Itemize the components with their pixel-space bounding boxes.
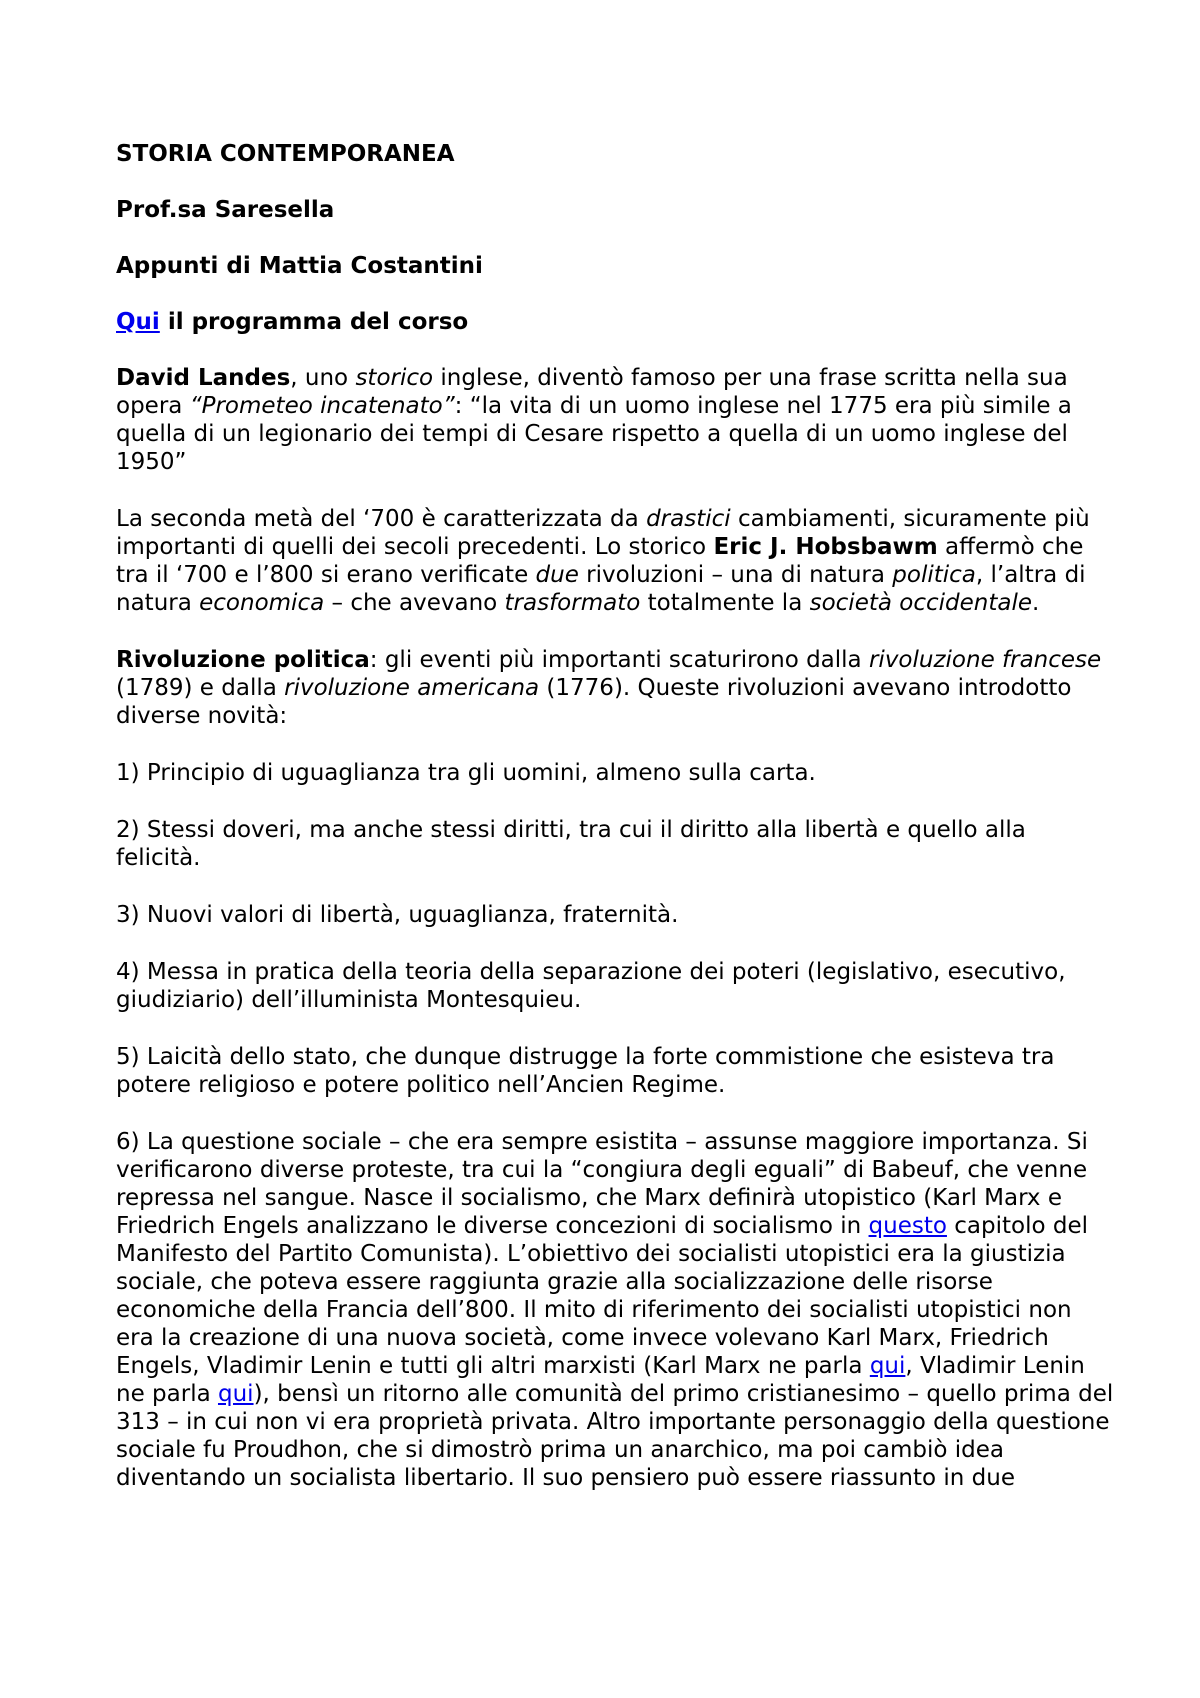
professor-name: Prof.sa Saresella xyxy=(116,197,335,223)
list-item: 2) Stessi doveri, ma anche stessi diritti, tra cui il diritto alla libertà e quello alla felicità. xyxy=(116,817,1026,871)
paragraph-hobsbawm: La seconda metà del ‘700 è caratterizzata da drastici cambiamenti, sicuramente più importanti di quelli dei secoli precedenti. Lo storico Eric J. Hobsbawm affermò che tra il ‘700 e l’800 si erano verificate due rivoluzioni – una di natura politica, l’altra di natura economica – che avevano trasformato totalmente la società occidentale. xyxy=(116,506,1090,616)
paragraph-rivoluzione-politica: Rivoluzione politica: gli eventi più importanti scaturirono dalla rivoluzione francese (1789) e dalla rivoluzione americana (1776). Queste rivoluzioni avevano introdotto diverse novità: xyxy=(116,647,1102,729)
list-item: 3) Nuovi valori di libertà, uguaglianza, fraternità. xyxy=(116,902,679,928)
program-link[interactable]: Qui xyxy=(116,309,160,335)
marx-link[interactable]: qui xyxy=(869,1353,906,1379)
lenin-link[interactable]: qui xyxy=(217,1381,254,1407)
list-item: 4) Messa in pratica della teoria della separazione dei poteri (legislativo, esecutivo, giudiziario) dell’illuminista Montesquieu. xyxy=(116,959,1066,1013)
list-item: 5) Laicità dello stato, che dunque distrugge la forte commistione che esisteva tra potere religioso e potere politico nell’Ancien Regime. xyxy=(116,1044,1055,1098)
list-item: 1) Principio di uguaglianza tra gli uomini, almeno sulla carta. xyxy=(116,760,816,786)
program-line: Qui il programma del corso xyxy=(116,309,469,335)
manifesto-link[interactable]: questo xyxy=(868,1213,947,1239)
document-page xyxy=(116,140,1116,1521)
document-title: STORIA CONTEMPORANEA xyxy=(116,141,455,167)
author-line: Appunti di Mattia Costantini xyxy=(116,253,483,279)
list-item: 6) La questione sociale – che era sempre esistita – assunse maggiore importanza. Si verificarono diverse proteste, tra cui la “congiura degli eguali” di Babeuf, che venne repressa nel sangue. Nasce il socialismo, che Marx definirà utopistico (Karl Marx e Friedrich Engels analizzano le diverse concezioni di socialismo in questo capitolo del Manifesto del Partito Comunista). L’obiettivo dei socialisti utopistici era la giustizia sociale, che poteva essere raggiunta grazie alla socializzazione delle risorse economiche della Francia dell’800. Il mito di riferimento dei socialisti utopistici non era la creazione di una nuova società, come invece volevano Karl Marx, Friedrich Engels, Vladimir Lenin e tutti gli altri marxisti (Karl Marx ne parla qui, Vladimir Lenin ne parla qui), bensì un ritorno alle comunità del primo cristianesimo – quello prima del 313 – in cui non vi era proprietà privata. Altro importante personaggio della questione sociale fu Proudhon, che si dimostrò prima un anarchico, ma poi cambiò idea diventando un socialista libertario. Il suo pensiero può essere riassunto in due xyxy=(116,1129,1114,1491)
paragraph-landes: David Landes, uno storico inglese, diventò famoso per una frase scritta nella sua opera “Prometeo incatenato”: “la vita di un uomo inglese nel 1775 era più simile a quella di un legionario dei tempi di Cesare rispetto a quella di un uomo inglese del 1950” xyxy=(116,365,1072,475)
